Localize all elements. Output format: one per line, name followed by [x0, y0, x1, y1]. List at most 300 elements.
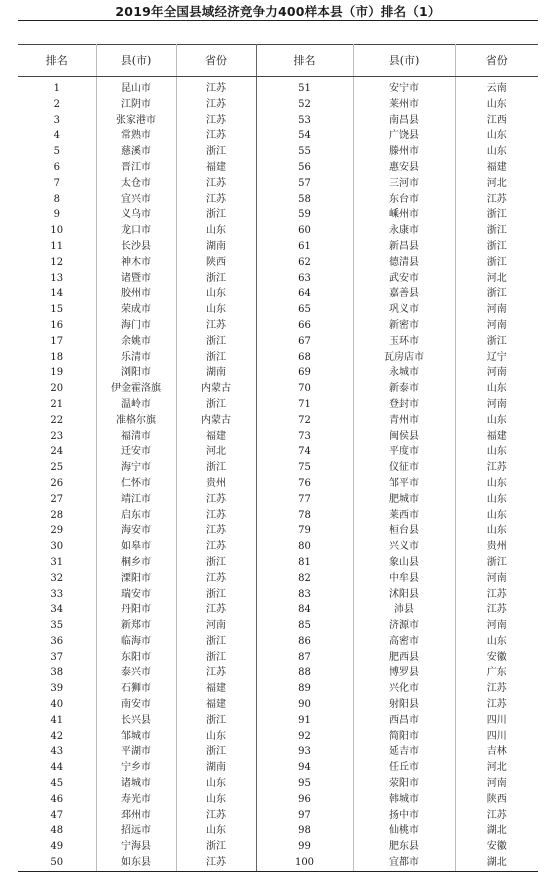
cell-county: 象山县 — [353, 555, 455, 571]
cell-county: 肥城市 — [353, 492, 455, 508]
cell-rank: 6 — [18, 160, 96, 176]
cell-rank: 34 — [18, 602, 96, 618]
cell-county: 沭阳县 — [353, 587, 455, 603]
cell-rank: 28 — [18, 508, 96, 524]
cell-province: 山东 — [176, 223, 256, 239]
cell-rank: 57 — [256, 176, 353, 192]
cell-rank: 45 — [18, 776, 96, 792]
cell-county: 仁怀市 — [96, 476, 176, 492]
cell-province: 云南 — [486, 83, 507, 94]
cell-county: 桐乡市 — [96, 555, 176, 571]
cell-rank: 81 — [256, 555, 353, 571]
cell-rank: 21 — [18, 397, 96, 413]
cell-county: 永城市 — [353, 365, 455, 381]
cell-county: 玉环市 — [353, 334, 455, 350]
cell-province: 浙江 — [176, 713, 256, 729]
cell-rank: 38 — [18, 665, 96, 681]
table-row — [18, 271, 538, 287]
cell-province: 江苏 — [176, 539, 256, 555]
cell-province: 陕西 — [486, 793, 507, 805]
table-row — [18, 823, 538, 839]
header-rank-left: 排名 — [18, 44, 96, 77]
header-county-right: 县(市) — [353, 44, 455, 77]
cell-county: 招远市 — [96, 823, 176, 839]
cell-rank: 82 — [256, 571, 353, 587]
cell-county: 温岭市 — [96, 397, 176, 413]
cell-county: 武安市 — [353, 271, 455, 287]
cell-rank: 76 — [256, 476, 353, 492]
cell-province: 江苏 — [486, 699, 507, 711]
cell-province: 山东 — [176, 729, 256, 745]
cell-province: 江苏 — [176, 523, 256, 539]
cell-province: 江苏 — [176, 113, 256, 129]
cell-county: 龙口市 — [96, 223, 176, 239]
cell-province: 山东 — [176, 302, 256, 318]
cell-rank: 42 — [18, 729, 96, 745]
cell-rank: 26 — [18, 476, 96, 492]
cell-county: 宜都市 — [353, 855, 455, 871]
cell-county: 寿光市 — [96, 792, 176, 808]
cell-province: 福建 — [176, 697, 256, 713]
cell-province: 河北 — [486, 177, 507, 189]
cell-county: 永康市 — [353, 223, 455, 239]
cell-rank: 71 — [256, 397, 353, 413]
cell-rank: 92 — [256, 729, 353, 745]
cell-rank: 70 — [256, 381, 353, 397]
table-row — [18, 113, 538, 129]
cell-county: 余姚市 — [96, 334, 176, 350]
cell-rank: 67 — [256, 334, 353, 350]
cell-province: 四川 — [486, 730, 507, 742]
cell-county: 晋江市 — [96, 160, 176, 176]
table-row — [18, 744, 538, 760]
cell-county: 昆山市 — [96, 77, 176, 97]
cell-county: 任丘市 — [353, 760, 455, 776]
table-row — [18, 571, 538, 587]
cell-province: 湖南 — [176, 760, 256, 776]
cell-province: 辽宁 — [486, 351, 507, 363]
table-row — [18, 192, 538, 208]
cell-province: 江苏 — [176, 192, 256, 208]
cell-province: 江苏 — [486, 683, 507, 695]
cell-rank: 22 — [18, 413, 96, 429]
cell-rank: 35 — [18, 618, 96, 634]
header-rank-right: 排名 — [256, 44, 353, 77]
table-row — [18, 839, 538, 855]
cell-rank: 44 — [18, 760, 96, 776]
cell-rank: 32 — [18, 571, 96, 587]
cell-county: 海宁市 — [96, 460, 176, 476]
cell-county: 邳州市 — [96, 808, 176, 824]
cell-rank: 78 — [256, 508, 353, 524]
table-row — [18, 587, 538, 603]
cell-county: 胶州市 — [96, 286, 176, 302]
cell-county: 闽侯县 — [353, 429, 455, 445]
cell-county: 丹阳市 — [96, 602, 176, 618]
cell-county: 韩城市 — [353, 792, 455, 808]
cell-province: 山东 — [486, 477, 507, 489]
cell-rank: 75 — [256, 460, 353, 476]
cell-province: 江苏 — [176, 492, 256, 508]
cell-county: 平湖市 — [96, 744, 176, 760]
cell-province: 山东 — [486, 635, 507, 647]
cell-rank: 99 — [256, 839, 353, 855]
cell-province: 浙江 — [176, 460, 256, 476]
cell-province: 山东 — [486, 98, 507, 110]
cell-rank: 83 — [256, 587, 353, 603]
cell-province: 江苏 — [176, 97, 256, 113]
cell-province: 山东 — [176, 823, 256, 839]
cell-province: 浙江 — [486, 335, 507, 347]
cell-county: 三河市 — [353, 176, 455, 192]
header-row — [18, 44, 538, 77]
cell-rank: 74 — [256, 444, 353, 460]
table-row — [18, 144, 538, 160]
cell-rank: 68 — [256, 350, 353, 366]
cell-rank: 37 — [18, 650, 96, 666]
cell-rank: 4 — [18, 128, 96, 144]
cell-rank: 61 — [256, 239, 353, 255]
table-row — [18, 255, 538, 271]
cell-rank: 95 — [256, 776, 353, 792]
cell-province: 浙江 — [486, 556, 507, 568]
cell-rank: 49 — [18, 839, 96, 855]
cell-province: 河北 — [486, 272, 507, 284]
cell-county: 嵊州市 — [353, 207, 455, 223]
cell-county: 中牟县 — [353, 571, 455, 587]
cell-rank: 77 — [256, 492, 353, 508]
cell-rank: 59 — [256, 207, 353, 223]
cell-rank: 97 — [256, 808, 353, 824]
table-row — [18, 508, 538, 524]
cell-province: 浙江 — [486, 256, 507, 268]
table-row — [18, 792, 538, 808]
cell-rank: 85 — [256, 618, 353, 634]
cell-county: 江阴市 — [96, 97, 176, 113]
cell-rank: 40 — [18, 697, 96, 713]
cell-rank: 43 — [18, 744, 96, 760]
cell-rank: 66 — [256, 318, 353, 334]
cell-county: 伊金霍洛旗 — [96, 381, 176, 397]
cell-province: 湖北 — [455, 855, 538, 871]
cell-rank: 10 — [18, 223, 96, 239]
cell-county: 宁海县 — [96, 839, 176, 855]
cell-rank: 63 — [256, 271, 353, 287]
header-province-right: 省份 — [455, 44, 538, 77]
table-row — [18, 176, 538, 192]
cell-county: 长兴县 — [96, 713, 176, 729]
cell-county: 常熟市 — [96, 128, 176, 144]
cell-rank: 79 — [256, 523, 353, 539]
header-province-left: 省份 — [176, 44, 256, 77]
cell-province: 山东 — [486, 146, 507, 158]
cell-rank: 96 — [256, 792, 353, 808]
cell-rank: 94 — [256, 760, 353, 776]
cell-county: 扬中市 — [353, 808, 455, 824]
cell-province: 浙江 — [176, 334, 256, 350]
cell-province: 江苏 — [176, 665, 256, 681]
cell-county: 石狮市 — [96, 681, 176, 697]
cell-rank: 5 — [18, 144, 96, 160]
cell-county: 福清市 — [96, 429, 176, 445]
table-row — [18, 429, 538, 445]
cell-rank: 62 — [256, 255, 353, 271]
cell-province: 浙江 — [176, 207, 256, 223]
cell-county: 张家港市 — [96, 113, 176, 129]
table-row — [18, 381, 538, 397]
table-row — [18, 729, 538, 745]
cell-province: 山东 — [486, 446, 507, 458]
cell-county: 神木市 — [96, 255, 176, 271]
cell-rank: 50 — [18, 855, 96, 871]
cell-province: 贵州 — [486, 541, 507, 553]
cell-county: 兴化市 — [353, 681, 455, 697]
cell-province: 河南 — [486, 620, 507, 632]
cell-county: 邹平市 — [353, 476, 455, 492]
cell-province: 江苏 — [176, 602, 256, 618]
cell-province: 福建 — [486, 430, 507, 442]
cell-county: 迁安市 — [96, 444, 176, 460]
cell-province: 江苏 — [486, 193, 507, 205]
cell-rank: 56 — [256, 160, 353, 176]
cell-rank: 18 — [18, 350, 96, 366]
cell-county: 莱州市 — [353, 97, 455, 113]
cell-county: 桓台县 — [353, 523, 455, 539]
cell-rank: 12 — [18, 255, 96, 271]
cell-rank: 90 — [256, 697, 353, 713]
cell-county: 宁乡市 — [96, 760, 176, 776]
cell-province: 江苏 — [176, 508, 256, 524]
cell-province: 浙江 — [486, 209, 507, 221]
cell-province: 河南 — [486, 398, 507, 410]
cell-county: 西昌市 — [353, 713, 455, 729]
cell-rank: 72 — [256, 413, 353, 429]
table-row — [18, 460, 538, 476]
cell-rank: 84 — [256, 602, 353, 618]
cell-province: 湖北 — [486, 825, 507, 837]
cell-rank: 48 — [18, 823, 96, 839]
cell-county: 高密市 — [353, 634, 455, 650]
cell-province: 河南 — [486, 778, 507, 790]
page-title: 2019年全国县域经济竞争力400样本县（市）排名（1） — [115, 4, 441, 19]
cell-rank: 33 — [18, 587, 96, 603]
cell-county: 如皋市 — [96, 539, 176, 555]
cell-province: 浙江 — [176, 555, 256, 571]
cell-province: 浙江 — [176, 634, 256, 650]
table-row — [18, 713, 538, 729]
cell-province: 江苏 — [176, 571, 256, 587]
cell-rank: 54 — [256, 128, 353, 144]
cell-rank: 91 — [256, 713, 353, 729]
cell-county: 太仓市 — [96, 176, 176, 192]
cell-province: 河南 — [486, 367, 507, 379]
cell-county: 诸城市 — [96, 776, 176, 792]
cell-county: 浏阳市 — [96, 365, 176, 381]
cell-province: 江苏 — [486, 462, 507, 474]
cell-county: 广饶县 — [353, 128, 455, 144]
cell-province: 山东 — [486, 414, 507, 426]
cell-province: 江苏 — [486, 604, 507, 616]
table-row — [18, 207, 538, 223]
header-county-left: 县(市) — [96, 44, 176, 77]
cell-county: 安宁市 — [353, 77, 455, 97]
cell-province: 山东 — [486, 130, 507, 142]
cell-province: 安徽 — [486, 841, 507, 853]
cell-rank: 36 — [18, 634, 96, 650]
cell-rank: 41 — [18, 713, 96, 729]
cell-province: 浙江 — [486, 288, 507, 300]
table-row — [18, 476, 538, 492]
cell-county: 博罗县 — [353, 665, 455, 681]
cell-province: 福建 — [176, 160, 256, 176]
cell-rank: 86 — [256, 634, 353, 650]
cell-rank: 89 — [256, 681, 353, 697]
cell-province: 内蒙古 — [176, 381, 256, 397]
cell-province: 湖南 — [176, 239, 256, 255]
cell-rank: 64 — [256, 286, 353, 302]
cell-rank: 19 — [18, 365, 96, 381]
cell-rank: 3 — [18, 113, 96, 129]
cell-rank: 93 — [256, 744, 353, 760]
cell-county: 南昌县 — [353, 113, 455, 129]
table-row — [18, 223, 538, 239]
cell-county: 新泰市 — [353, 381, 455, 397]
cell-province: 浙江 — [486, 240, 507, 252]
cell-province: 河北 — [486, 762, 507, 774]
table-row — [18, 776, 538, 792]
cell-county: 海门市 — [96, 318, 176, 334]
table-row — [18, 413, 538, 429]
cell-rank: 52 — [256, 97, 353, 113]
cell-county: 平度市 — [353, 444, 455, 460]
cell-county: 莱西市 — [353, 508, 455, 524]
cell-county: 延吉市 — [353, 744, 455, 760]
cell-county: 沛县 — [353, 602, 455, 618]
cell-province: 江苏 — [176, 808, 256, 824]
cell-rank: 51 — [256, 77, 353, 97]
cell-rank: 27 — [18, 492, 96, 508]
table-row — [18, 302, 538, 318]
cell-rank: 55 — [256, 144, 353, 160]
cell-province: 内蒙古 — [176, 413, 256, 429]
cell-rank: 47 — [18, 808, 96, 824]
table-row — [18, 681, 538, 697]
table-row — [18, 808, 538, 824]
cell-county: 荥阳市 — [353, 776, 455, 792]
cell-county: 仪征市 — [353, 460, 455, 476]
cell-rank: 98 — [256, 823, 353, 839]
cell-county: 东台市 — [353, 192, 455, 208]
cell-province: 河南 — [486, 572, 507, 584]
cell-county: 济源市 — [353, 618, 455, 634]
cell-county: 义乌市 — [96, 207, 176, 223]
cell-county: 青州市 — [353, 413, 455, 429]
cell-rank: 1 — [18, 77, 96, 97]
cell-province: 山东 — [176, 286, 256, 302]
cell-county: 简阳市 — [353, 729, 455, 745]
table-row — [18, 650, 538, 666]
cell-rank: 100 — [256, 855, 353, 871]
cell-rank: 14 — [18, 286, 96, 302]
cell-county: 瓦房店市 — [353, 350, 455, 366]
cell-rank: 15 — [18, 302, 96, 318]
cell-province: 浙江 — [176, 350, 256, 366]
cell-county: 瑞安市 — [96, 587, 176, 603]
cell-county: 登封市 — [353, 397, 455, 413]
cell-county: 嘉善县 — [353, 286, 455, 302]
cell-county: 海安市 — [96, 523, 176, 539]
cell-county: 邹城市 — [96, 729, 176, 745]
cell-county: 如东县 — [96, 855, 176, 871]
table-row — [18, 128, 538, 144]
cell-province: 浙江 — [486, 225, 507, 237]
cell-county: 肥西县 — [353, 650, 455, 666]
cell-county: 泰兴市 — [96, 665, 176, 681]
table-row — [18, 286, 538, 302]
cell-province: 浙江 — [176, 587, 256, 603]
cell-rank: 11 — [18, 239, 96, 255]
cell-rank: 87 — [256, 650, 353, 666]
cell-county: 肥东县 — [353, 839, 455, 855]
cell-province: 江苏 — [486, 588, 507, 600]
cell-province: 湖南 — [176, 365, 256, 381]
cell-county: 东阳市 — [96, 650, 176, 666]
cell-province: 四川 — [486, 714, 507, 726]
cell-province: 河南 — [486, 319, 507, 331]
cell-rank: 46 — [18, 792, 96, 808]
cell-rank: 24 — [18, 444, 96, 460]
cell-rank: 88 — [256, 665, 353, 681]
cell-rank: 17 — [18, 334, 96, 350]
table-row — [18, 855, 538, 871]
cell-county: 诸暨市 — [96, 271, 176, 287]
cell-rank: 2 — [18, 97, 96, 113]
cell-province: 山东 — [486, 493, 507, 505]
cell-county: 巩义市 — [353, 302, 455, 318]
table-row — [18, 365, 538, 381]
table-row — [18, 334, 538, 350]
cell-province: 山东 — [176, 792, 256, 808]
cell-province: 江苏 — [176, 176, 256, 192]
cell-province: 江西 — [486, 114, 507, 126]
cell-rank: 16 — [18, 318, 96, 334]
cell-county: 长沙县 — [96, 239, 176, 255]
cell-county: 德清县 — [353, 255, 455, 271]
cell-county: 新密市 — [353, 318, 455, 334]
cell-rank: 80 — [256, 539, 353, 555]
cell-province: 浙江 — [176, 144, 256, 160]
ranking-table — [18, 44, 538, 872]
cell-province: 山东 — [486, 509, 507, 521]
table-row — [18, 665, 538, 681]
cell-county: 启东市 — [96, 508, 176, 524]
cell-province: 江苏 — [176, 77, 256, 97]
cell-rank: 23 — [18, 429, 96, 445]
cell-province: 福建 — [176, 429, 256, 445]
table-row — [18, 97, 538, 113]
table-row — [18, 444, 538, 460]
cell-county: 靖江市 — [96, 492, 176, 508]
cell-province: 山东 — [486, 525, 507, 537]
cell-county: 仙桃市 — [353, 823, 455, 839]
cell-county: 射阳县 — [353, 697, 455, 713]
cell-county: 惠安县 — [353, 160, 455, 176]
cell-province: 浙江 — [176, 271, 256, 287]
cell-rank: 58 — [256, 192, 353, 208]
table-row — [18, 77, 538, 97]
cell-province: 江苏 — [176, 318, 256, 334]
table-row — [18, 602, 538, 618]
